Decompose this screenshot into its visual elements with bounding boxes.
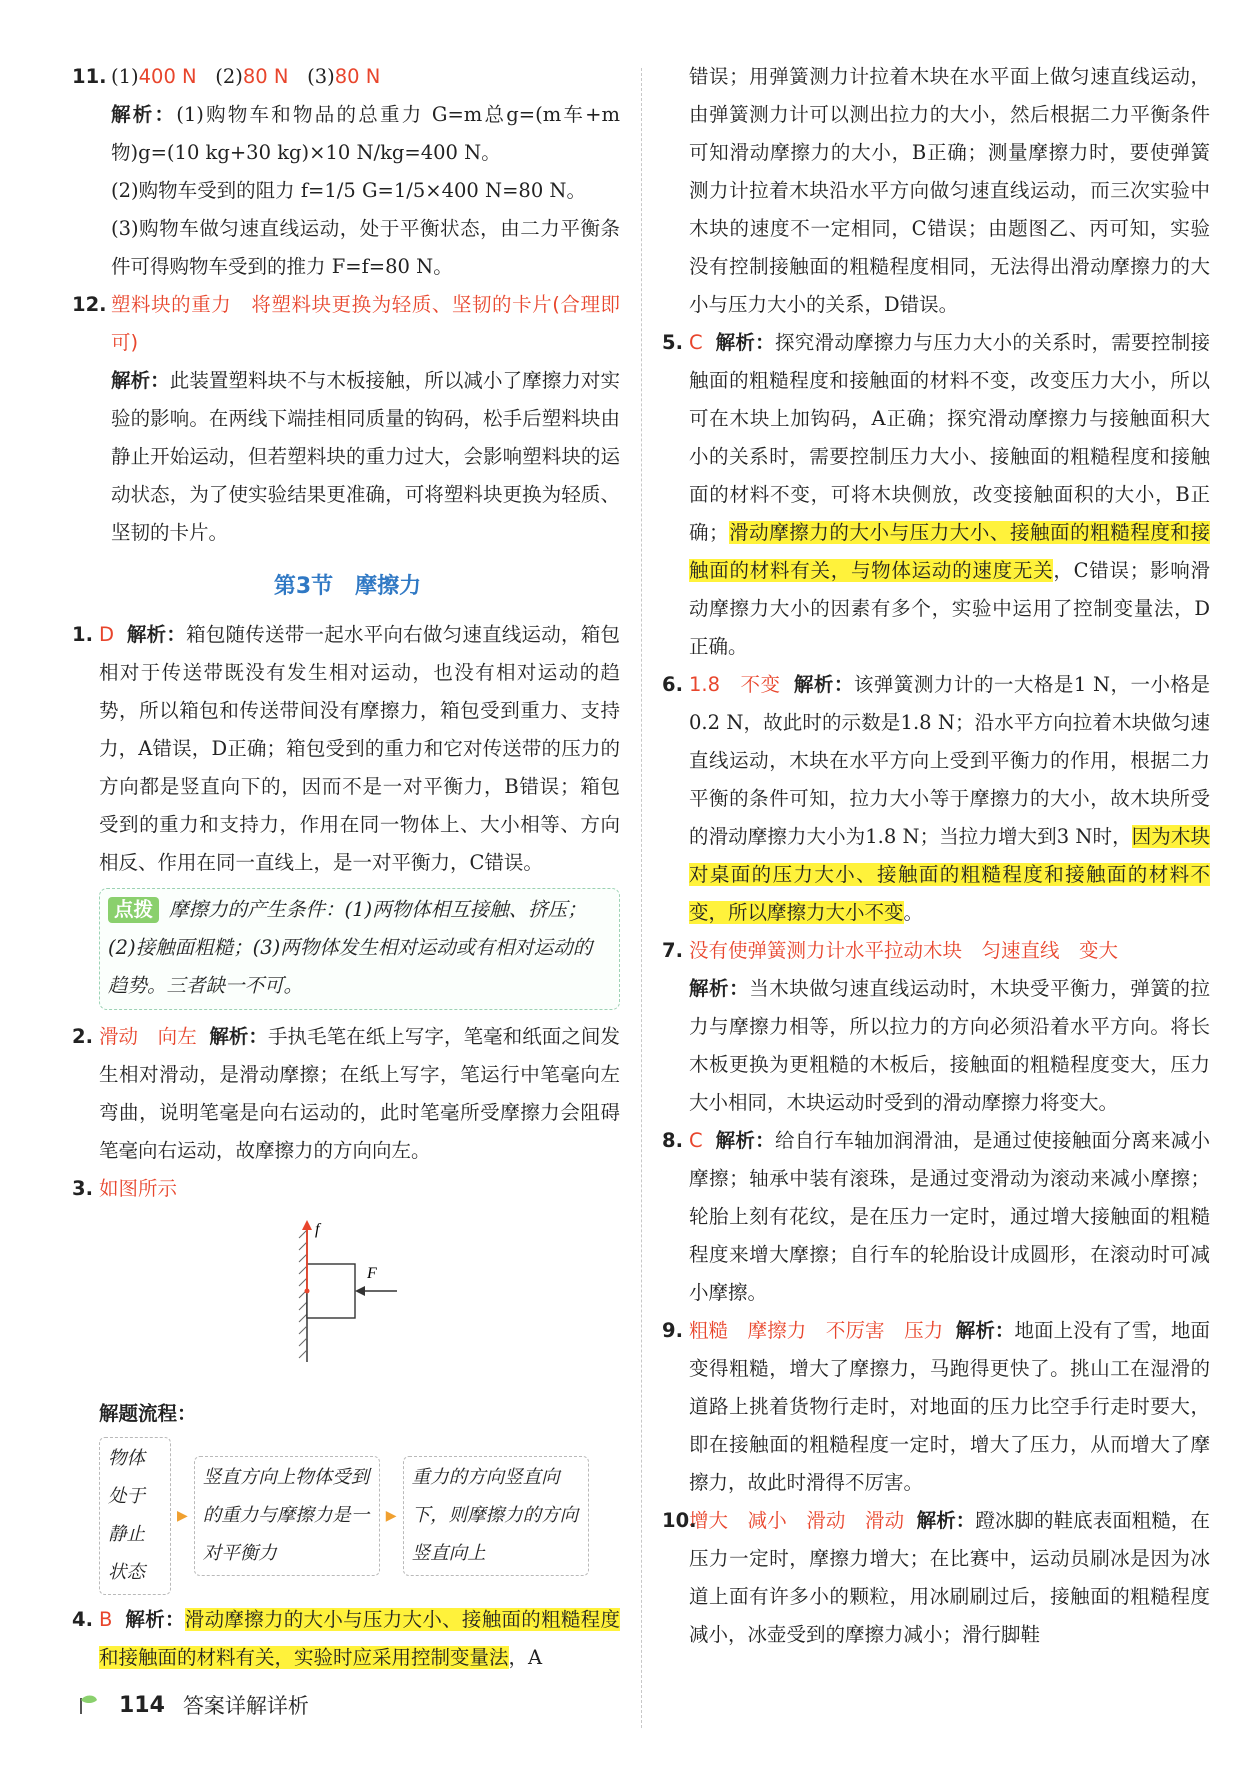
analysis-label: 解析： <box>689 977 750 1000</box>
answer-part-label: (2) <box>215 65 243 88</box>
tip-box <box>99 888 620 1010</box>
question-number: 9. <box>662 1319 683 1342</box>
question-12 <box>72 286 620 552</box>
force-point <box>305 1289 310 1294</box>
analysis-label: 解析： <box>793 673 854 696</box>
answer-text: C <box>689 1129 703 1152</box>
wall-hatching <box>299 1230 307 1358</box>
analysis-label: 解析： <box>715 1129 775 1152</box>
answer-text: 如图所示 <box>99 1177 178 1200</box>
answer-text: 增大 减小 滑动 滑动 <box>689 1509 905 1532</box>
answer-part-label: (3) <box>307 65 335 88</box>
solution-flow <box>99 1437 620 1595</box>
answer-text: B <box>99 1608 113 1631</box>
analysis-label: 解析： <box>715 331 775 354</box>
question-2 <box>72 1018 620 1170</box>
question-1 <box>72 616 620 882</box>
question-6 <box>662 666 1210 932</box>
question-number: 12. <box>72 293 107 316</box>
question-11 <box>72 58 620 286</box>
answer-text: C <box>689 331 703 354</box>
highlighted-text: 滑动摩擦力的大小与压力大小、接触面的粗糙程度和接触面的材料有关，实验时应采用控制变量法 <box>99 1608 620 1669</box>
analysis-text: 给自行车轴加润滑油，是通过使接触面分离来减小摩擦；轴承中装有滚珠，是通过变滑动为滚动来减小摩擦；轮胎上刻有花纹，是在压力一定时，通过增大接触面的粗糙程度来增大摩擦；自行车的轮胎设计成圆形，在滚动时可减小摩擦。 <box>689 1129 1210 1304</box>
page-footer <box>75 1690 309 1720</box>
answer-value: 80 N <box>334 65 381 88</box>
tip-label: 点拨 <box>108 897 159 923</box>
flow-arrow-icon: ▶ <box>177 1508 188 1524</box>
analysis-text: ，C错误；影响滑动摩擦力大小的因素有多个，实验中运用了控制变量法，D正确。 <box>689 559 1210 658</box>
analysis-text: 。 <box>903 901 924 924</box>
question-number: 3. <box>72 1177 93 1200</box>
left-column <box>72 58 620 1677</box>
question-number: 2. <box>72 1025 93 1048</box>
question-number: 8. <box>662 1129 683 1152</box>
analysis-label: 解析： <box>126 623 187 646</box>
flow-arrow-icon: ▶ <box>385 1508 397 1524</box>
question-number: 6. <box>662 673 683 696</box>
analysis-text: ，A <box>508 1646 543 1669</box>
force-diagram <box>275 1216 475 1366</box>
flow-step-1: 物体处于静止状态 <box>99 1437 171 1595</box>
analysis-label: 解析： <box>111 103 177 126</box>
question-9 <box>662 1312 1210 1502</box>
right-column <box>662 58 1210 1654</box>
tip-text: 摩擦力的产生条件：(1)两物体相互接触、挤压；(2)接触面粗糙；(3)两物体发生相对运动或有相对运动的趋势。三者缺一不可。 <box>108 898 593 997</box>
analysis-text: 地面上没有了雪，地面变得粗糙，增大了摩擦力，马跑得更快了。挑山工在湿滑的道路上挑着货物行走时，对地面的压力比空手行走时要大，即在接触面的粗糙程度一定时，增大了压力，从而增大了摩擦力，故此时滑得不厉害。 <box>689 1319 1210 1494</box>
answer-value: 400 N <box>138 65 197 88</box>
footer-title: 答案详解详析 <box>182 1694 309 1718</box>
question-3 <box>72 1170 620 1208</box>
flow-step-3: 重力的方向竖直向下，则摩擦力的方向竖直向上 <box>403 1456 589 1576</box>
question-10 <box>662 1502 1210 1654</box>
column-divider <box>641 68 642 1728</box>
question-number: 4. <box>72 1608 93 1631</box>
question-5 <box>662 324 1210 666</box>
answer-text: 滑动 向左 <box>99 1025 197 1048</box>
analysis-text: 探究滑动摩擦力与压力大小的关系时，需要控制接触面的粗糙程度和接触面的材料不变，改变压力大小，所以可在木块上加钩码，A正确；探究滑动摩擦力与接触面积大小的关系时，需要控制压力大小、接触面的粗糙程度和接触面的材料不变，可将木块侧放，改变接触面积的大小，B正确； <box>689 331 1210 544</box>
question-number: 11. <box>72 65 107 88</box>
analysis-label: 解析： <box>209 1025 268 1048</box>
answer-text: 1.8 不变 <box>689 673 781 696</box>
page-number: 114 <box>119 1692 165 1718</box>
question-number: 5. <box>662 331 683 354</box>
analysis-label: 解析： <box>111 369 170 392</box>
leaf-icon <box>75 1692 101 1718</box>
push-force-label: F <box>367 1265 377 1282</box>
analysis-text: (2)购物车受到的阻力 f=1/5 G=1/5×400 N=80 N。 <box>111 179 586 202</box>
answer-text: D <box>99 623 115 646</box>
question-number: 10. <box>662 1509 697 1532</box>
analysis-label: 解析： <box>955 1319 1015 1342</box>
question-7 <box>662 932 1210 1122</box>
question-4 <box>72 1601 620 1677</box>
analysis-text: 箱包随传送带一起水平向右做匀速直线运动，箱包相对于传送带既没有发生相对运动，也没有相对运动的趋势，所以箱包和传送带间没有摩擦力，箱包受到重力、支持力，A错误，D正确；箱包受到的重力和它对传送带的压力的方向都是竖直向下的，因而不是一对平衡力，B错误；箱包受到的重力和支持力，作用在同一物体上、大小相等、方向相反、作用在同一直线上，是一对平衡力，C错误。 <box>99 623 620 874</box>
highlighted-text: 因为木块对桌面的压力大小、接触面的粗糙程度和接触面的材料不变，所以摩擦力大小不变 <box>689 825 1210 924</box>
block-rect <box>307 1264 355 1318</box>
analysis-text: 手执毛笔在纸上写字，笔毫和纸面之间发生相对滑动，是滑动摩擦；在纸上写字，笔运行中笔毫向左弯曲，说明笔毫是向右运动的，此时笔毫所受摩擦力会阻碍笔毫向右运动，故摩擦力的方向向左。 <box>99 1025 620 1162</box>
analysis-label: 解析： <box>916 1509 976 1532</box>
answer-value: 80 N <box>242 65 289 88</box>
flow-step-2: 竖直方向上物体受到的重力与摩擦力是一对平衡力 <box>194 1456 380 1576</box>
question-number: 1. <box>72 623 93 646</box>
friction-label: f <box>315 1221 320 1238</box>
answer-text: 粗糙 摩擦力 不厉害 压力 <box>689 1319 944 1342</box>
section-title: 第3节 摩擦力 <box>273 574 422 599</box>
friction-arrowhead <box>302 1220 312 1230</box>
highlighted-text: 滑动摩擦力的大小与压力大小、接触面的粗糙程度和接触面的材料有关，与物体运动的速度无关 <box>689 521 1210 582</box>
question-8 <box>662 1122 1210 1312</box>
answer-text: 塑料块的重力 将塑料块更换为轻质、坚韧的卡片(合理即可) <box>111 293 620 354</box>
question-number: 7. <box>662 939 683 962</box>
flow-title: 解题流程： <box>99 1402 197 1425</box>
analysis-text: 该弹簧测力计的一大格是1 N，一小格是0.2 N，故此时的示数是1.8 N；沿水平方向拉着木块做匀速直线运动，木块在水平方向上受到平衡力的作用，根据二力平衡的条件可知，拉力大小等于摩擦力的大小，故木块所受的滑动摩擦力大小为1.8 N；当拉力增大到3 N时， <box>689 673 1210 848</box>
analysis-text: (1)购物车和物品的总重力 G=m总g=(m车+m物)g=(10 kg+30 kg)×10 N/kg=400 N。 <box>111 103 620 164</box>
analysis-label: 解析： <box>125 1608 185 1631</box>
push-arrowhead <box>355 1286 365 1296</box>
question-4-continued: 错误；用弹簧测力计拉着木块在水平面上做匀速直线运动，由弹簧测力计可以测出拉力的大小，然后根据二力平衡条件可知滑动摩擦力的大小，B正确；测量摩擦力时，要使弹簧测力计拉着木块沿水平方向做匀速直线运动，而三次实验中木块的速度不一定相同，C错误；由题图乙、丙可知，实验没有控制接触面的粗糙程度相同，无法得出滑动摩擦力的大小与压力大小的关系，D错误。 <box>689 65 1210 316</box>
analysis-text: 当木块做匀速直线运动时，木块受平衡力，弹簧的拉力与摩擦力相等，所以拉力的方向必须沿着水平方向。将长木板更换为更粗糙的木板后，接触面的粗糙程度变大，压力大小相同，木块运动时受到的滑动摩擦力将变大。 <box>689 977 1210 1114</box>
analysis-text: 此装置塑料块不与木板接触，所以减小了摩擦力对实验的影响。在两线下端挂相同质量的钩码，松手后塑料块由静止开始运动，但若塑料块的重力过大，会影响塑料块的运动状态，为了使实验结果更准确，可将塑料块更换为轻质、坚韧的卡片。 <box>111 369 620 544</box>
answer-text: 没有使弹簧测力计水平拉动木块 匀速直线 变大 <box>689 939 1119 962</box>
analysis-text: (3)购物车做匀速直线运动，处于平衡状态，由二力平衡条件可得购物车受到的推力 F=f=80 N。 <box>111 217 620 278</box>
answer-part-label: (1) <box>111 65 139 88</box>
analysis-text: 蹬冰脚的鞋底表面粗糙，在压力一定时，摩擦力增大；在比赛中，运动员刷冰是因为冰道上面有许多小的颗粒，用冰刷刷过后，接触面的粗糙程度减小，冰壶受到的摩擦力减小；滑行脚鞋 <box>689 1509 1210 1646</box>
